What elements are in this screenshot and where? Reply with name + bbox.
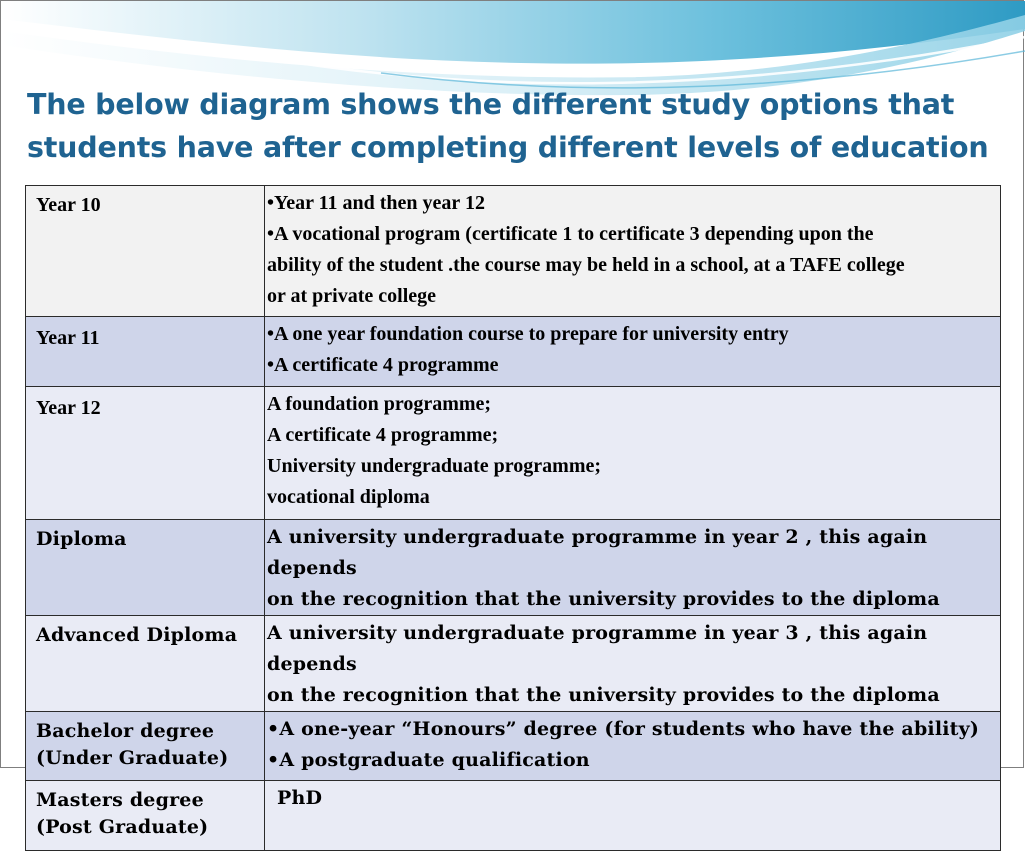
table-row-diploma <box>26 520 1001 616</box>
table-row-bachelor-degree <box>26 712 1001 781</box>
level-label: Advanced Diploma <box>36 624 238 646</box>
table-row-masters-degree <box>26 781 1001 851</box>
table-row-year-10 <box>26 186 1001 317</box>
option-line: A foundation programme; <box>267 393 492 415</box>
level-cell <box>26 616 265 712</box>
options-cell <box>265 712 1001 781</box>
option-line: PhD <box>277 787 323 809</box>
level-label: Year 10 <box>36 194 101 216</box>
options-cell <box>265 781 1001 851</box>
option-line: vocational diploma <box>267 486 430 508</box>
level-cell <box>26 387 265 520</box>
options-cell <box>265 520 1001 616</box>
level-label: Bachelor degree <box>36 720 215 742</box>
option-line: •A one-year “Honours” degree (for students who have the ability) <box>267 718 980 740</box>
option-line: ability of the student .the course may be held in a school, at a TAFE college <box>267 254 905 276</box>
option-line: •Year 11 and then year 12 <box>267 192 485 214</box>
option-line: University undergraduate programme; <box>267 455 602 477</box>
level-cell <box>26 781 265 851</box>
level-cell <box>26 317 265 387</box>
slide-title: The below diagram shows the different study options that students have after completing different levels of education <box>27 88 989 164</box>
level-cell <box>26 186 265 317</box>
option-line: A university undergraduate programme in year 3 , this again depends <box>267 622 928 675</box>
options-cell <box>265 387 1001 520</box>
option-line: or at private college <box>267 285 437 307</box>
option-line: •A postgraduate qualification <box>267 749 590 771</box>
level-sublabel: (Post Graduate) <box>36 816 209 838</box>
option-line: on the recognition that the university provides to the diploma <box>267 684 940 706</box>
study-options-table <box>25 185 1001 851</box>
level-label: Year 11 <box>36 327 100 349</box>
options-cell <box>265 616 1001 712</box>
level-label: Diploma <box>36 528 127 550</box>
options-cell <box>265 186 1001 317</box>
table-row-year-11 <box>26 317 1001 387</box>
option-line: A certificate 4 programme; <box>267 424 499 446</box>
option-line: on the recognition that the university provides to the diploma <box>267 588 940 610</box>
level-sublabel: (Under Graduate) <box>36 747 229 769</box>
option-line: •A vocational program (certificate 1 to certificate 3 depending upon the <box>267 223 874 245</box>
table-row-year-12 <box>26 387 1001 520</box>
table-row-advanced-diploma <box>26 616 1001 712</box>
level-cell <box>26 520 265 616</box>
level-label: Year 12 <box>36 397 101 419</box>
option-line: •A one year foundation course to prepare for university entry <box>267 323 789 345</box>
option-line: A university undergraduate programme in year 2 , this again depends <box>267 526 928 579</box>
options-cell <box>265 317 1001 387</box>
level-cell <box>26 712 265 781</box>
option-line: •A certificate 4 programme <box>267 354 499 376</box>
level-label: Masters degree <box>36 789 204 811</box>
